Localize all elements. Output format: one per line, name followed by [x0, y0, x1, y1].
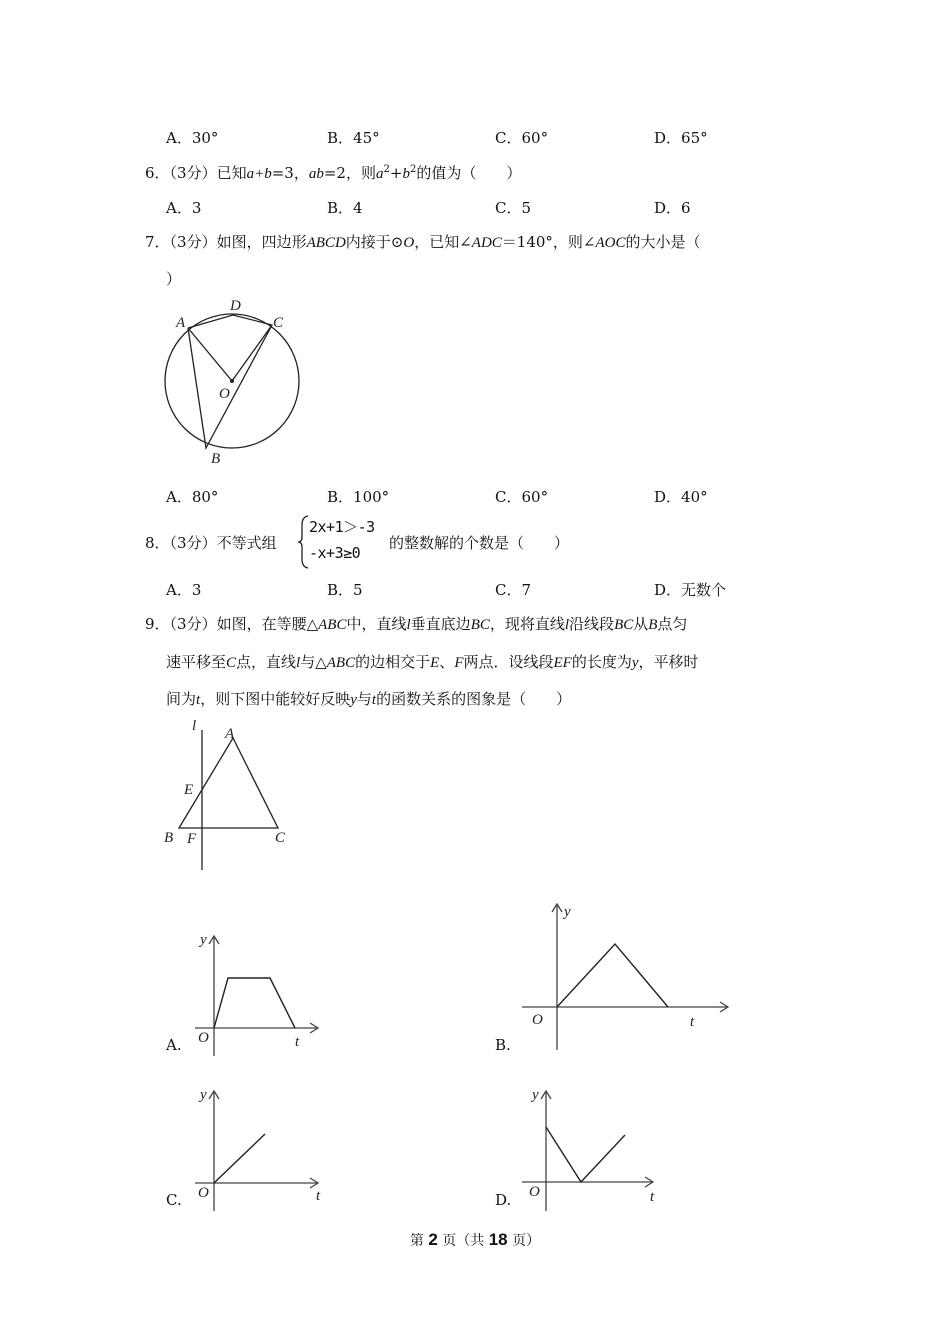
q8-option-c: C．7 — [495, 581, 532, 599]
q6-text: + — [389, 164, 403, 182]
q6-math: ab — [308, 166, 324, 182]
q9-text: 间为 — [166, 690, 197, 708]
q7-math: ABCD — [306, 235, 346, 251]
q9-text: 点匀 — [657, 615, 688, 633]
label-d: D — [230, 298, 241, 314]
graph-b — [520, 900, 735, 1055]
footer-prefix: 第 — [409, 1233, 429, 1249]
center-point-o — [230, 379, 234, 383]
q8-option-b: B．5 — [327, 581, 363, 599]
x-label: t — [295, 1034, 300, 1050]
question-9-line-3 — [166, 688, 571, 709]
q6-text: =2，则 — [323, 164, 376, 182]
graph-b-option-label: B. — [495, 1036, 511, 1054]
label-a: A — [225, 726, 235, 742]
label-c: C — [275, 830, 286, 846]
triangle-abc — [179, 738, 278, 828]
graph-b-curve — [557, 944, 668, 1007]
q9-math: BC — [614, 617, 634, 633]
q7-figure — [155, 290, 315, 470]
q8-inequality-2: -x+3≥0 — [309, 544, 361, 562]
label-b: B — [164, 830, 174, 846]
current-page-number: 2 — [428, 1230, 438, 1249]
q6-math: b — [402, 166, 410, 182]
q7-math: AOC — [595, 235, 626, 251]
footer-suffix: 页） — [507, 1233, 541, 1249]
origin-label: O — [532, 1012, 543, 1028]
y-label: y — [200, 932, 207, 948]
q9-math: t — [371, 692, 377, 708]
q6-option-d: D．6 — [654, 199, 691, 217]
q8-option-a: A．3 — [166, 581, 202, 599]
q8-score: （3分） — [169, 534, 217, 552]
q6-option-c: C．5 — [495, 199, 532, 217]
graph-d-curve — [546, 1127, 625, 1182]
q7-text: 的大小是（ — [625, 233, 701, 251]
q9-math: l — [296, 655, 301, 671]
q6-math: a — [375, 166, 384, 182]
q9-text: ，现将直线 — [489, 615, 565, 633]
question-6 — [145, 162, 521, 183]
q8-inequality-1: 2x+1＞-3 — [309, 518, 375, 536]
q9-math: ABC — [318, 617, 347, 633]
origin-label: O — [198, 1030, 209, 1046]
q8-prefix: 不等式组 — [216, 534, 277, 552]
q9-math: t — [196, 692, 201, 708]
q9-text: 点，直线 — [236, 653, 297, 671]
q9-math: E — [430, 655, 440, 671]
q7-text: ＝140°，则∠ — [501, 233, 596, 251]
q6-score: （3分） — [169, 164, 217, 182]
q9-text: 从 — [633, 615, 649, 633]
q9-text: 与△ — [300, 653, 327, 671]
total-pages: 18 — [488, 1230, 508, 1249]
q9-math: l — [564, 617, 570, 633]
q9-math: BC — [470, 617, 490, 633]
q9-text: 的边相交于 — [355, 653, 431, 671]
q6-number: 6． — [145, 164, 170, 182]
question-9-line-1 — [145, 613, 687, 634]
label-c: C — [273, 315, 284, 331]
q7-option-a: A．80° — [166, 488, 219, 506]
q9-math: y — [350, 692, 357, 708]
q9-text: 与 — [356, 690, 372, 708]
x-label: t — [650, 1189, 655, 1205]
q9-math: EF — [553, 655, 572, 671]
q8-number: 8． — [145, 534, 170, 552]
graph-a-curve — [214, 978, 295, 1028]
q9-text: ，平移时 — [638, 653, 699, 671]
x-label: t — [690, 1014, 695, 1030]
q8-inequality-system — [298, 513, 398, 569]
page-footer — [0, 1230, 950, 1250]
label-f: F — [187, 831, 197, 847]
q7-option-c: C．60° — [495, 488, 549, 506]
q7-math: ADC — [471, 235, 502, 251]
question-7 — [145, 231, 701, 252]
q5-option-a: A．30° — [166, 129, 219, 147]
q5-option-d: D．65° — [654, 129, 708, 147]
q9-text: 的函数关系的图象是（ ） — [376, 690, 572, 708]
graph-a-option-label: A. — [166, 1036, 182, 1054]
q9-text: 速平移至 — [166, 653, 227, 671]
q7-text: 如图，四边形 — [216, 233, 307, 251]
q9-text: 中，直线 — [346, 615, 407, 633]
q9-math: l — [406, 617, 411, 633]
q8-suffix: 的整数解的个数是（ ） — [389, 534, 570, 552]
y-label: y — [200, 1087, 207, 1103]
x-label: t — [316, 1188, 321, 1204]
q9-text: 的长度为 — [571, 653, 632, 671]
q5-option-c: C．60° — [495, 129, 549, 147]
label-o: O — [219, 386, 230, 402]
q9-number: 9． — [145, 615, 170, 633]
q7-option-d: D．40° — [654, 488, 708, 506]
graph-c — [190, 1083, 330, 1213]
graph-c-curve — [214, 1134, 265, 1183]
y-label: y — [564, 904, 571, 920]
q9-text: 如图，在等腰△ — [216, 615, 319, 633]
q9-math: C — [226, 655, 237, 671]
q7-score: （3分） — [169, 233, 217, 251]
q9-text: 垂直底边 — [410, 615, 471, 633]
q7-math: O — [403, 235, 415, 251]
label-l: l — [192, 718, 197, 734]
q6-exponent: 2 — [383, 164, 390, 175]
label-a: A — [176, 315, 186, 331]
q6-text: 的值为（ ） — [416, 164, 522, 182]
q9-text: 、 — [439, 653, 455, 671]
label-b: B — [211, 451, 221, 467]
q9-score: （3分） — [169, 615, 217, 633]
q7-text: 内接于⊙ — [345, 233, 404, 251]
q9-triangle-figure — [155, 710, 305, 880]
origin-label: O — [198, 1185, 209, 1201]
q6-option-a: A．3 — [166, 199, 202, 217]
graph-d-option-label: D. — [495, 1191, 512, 1209]
graph-c-option-label: C. — [166, 1191, 182, 1209]
q9-math: F — [454, 655, 464, 671]
q9-math: y — [631, 655, 639, 671]
q5-option-b: B．45° — [327, 129, 380, 147]
q9-text: ，则下图中能较好反映 — [200, 690, 351, 708]
q7-number: 7． — [145, 233, 170, 251]
q7-text: ，已知∠ — [414, 233, 472, 251]
q6-option-b: B．4 — [327, 199, 363, 217]
q6-math: a+b — [246, 166, 272, 182]
q7-closing-paren: ） — [166, 270, 182, 288]
q7-option-b: B．100° — [327, 488, 390, 506]
q8-option-d: D．无数个 — [654, 581, 727, 599]
q6-exponent: 2 — [409, 164, 417, 175]
graph-a — [190, 928, 330, 1058]
q6-text: 已知 — [216, 164, 247, 182]
radii-oa-oc — [188, 325, 272, 381]
question-8 — [145, 532, 277, 553]
origin-label: O — [529, 1184, 540, 1200]
quadrilateral-abcd — [188, 315, 272, 448]
y-label: y — [532, 1087, 539, 1103]
q9-text: 沿线段 — [569, 615, 615, 633]
q9-text: 两点．设线段 — [463, 653, 554, 671]
q6-text: =3， — [271, 164, 309, 182]
footer-middle: 页（共 — [437, 1233, 489, 1249]
graph-d — [520, 1083, 660, 1213]
label-e: E — [184, 782, 194, 798]
q9-math: B — [648, 617, 658, 633]
q9-math: ABC — [326, 655, 356, 671]
question-9-line-2 — [166, 651, 699, 672]
